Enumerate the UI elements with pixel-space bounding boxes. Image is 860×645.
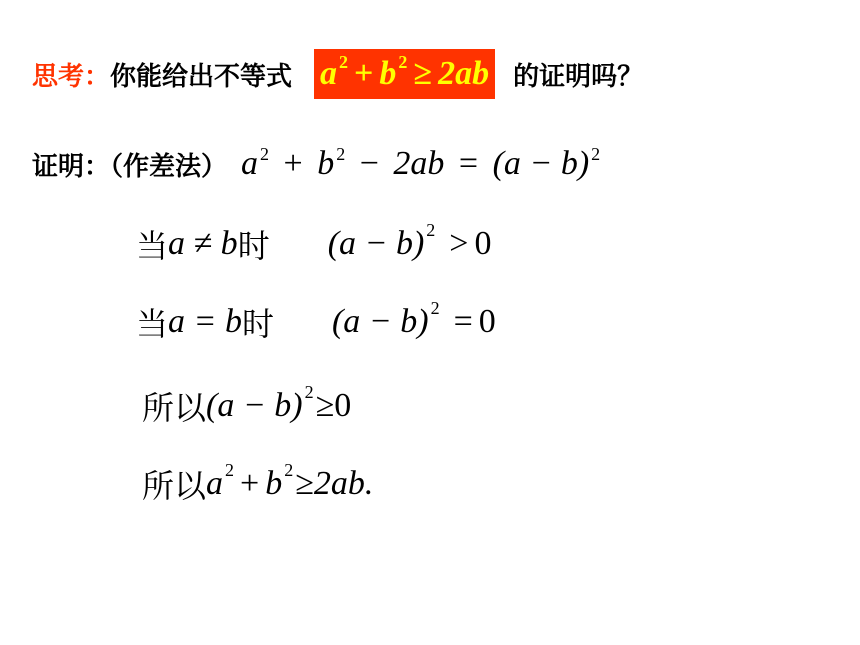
think-label: 思考： [32,61,111,92]
question-text-after: 的证明吗？ [513,61,644,92]
case-condition: a = b [168,303,242,340]
conclusion-line-1: 所以 (a − b) $^2$ ≥ 0 [142,381,352,427]
case-line-1: 当 a ≠ b 时 (a − b) $^2$ > 0 [136,219,492,265]
conclusion-line-2: 所以 a $^2$ + b $^2$ ≥ 2ab. [142,459,374,505]
case-condition: a ≠ b [168,225,238,262]
case-expression: (a − b) [327,225,425,262]
proof-label: 证明：（作差法） [32,151,228,182]
proof-formula: a $^2$ + b $^2$ − 2ab = (a − b) $^2$ [241,144,601,182]
case-expression: (a − b) [331,303,429,340]
highlighted-inequality: a $^2$ + b $^2$ ≥ 2ab [314,49,495,99]
case-line-2: 当 a = b 时 (a − b) $^2$ = 0 [136,297,496,343]
question-text-before: 你能给出不等式 [110,61,293,92]
proof-line [32,138,600,190]
question-line [32,48,643,100]
